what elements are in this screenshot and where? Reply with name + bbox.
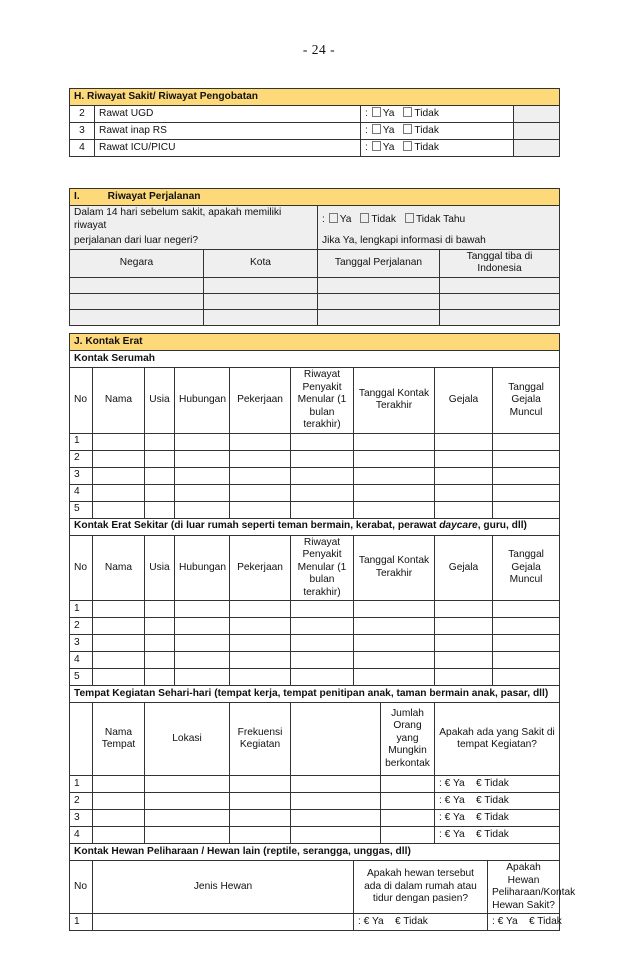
hewan-row[interactable] [70,914,560,931]
yes-no-options[interactable] [361,106,514,123]
row-number: 1 [70,433,93,450]
row-number: 1 [70,914,93,931]
option-prefix: : [365,125,368,137]
extra-cell[interactable] [514,140,560,157]
option-tidak-label: Tidak [414,142,439,154]
contact-row[interactable] [70,501,560,518]
col-serumah-4: Pekerjaan [230,368,291,434]
history-row [70,106,560,123]
checkbox-ya[interactable] [372,124,381,134]
tempat-row[interactable] [70,827,560,844]
section-j-table [69,333,576,931]
row-label: Rawat ICU/PICU [95,140,361,157]
travel-row[interactable] [70,277,560,293]
travel-options[interactable]: : Ya Tidak Tidak Tahu [318,206,560,234]
contact-row[interactable] [70,652,560,669]
col-hewan-sakit: Apakah Hewan Peliharaan/Kontak Hewan Sakit? [488,861,560,914]
contact-row[interactable] [70,618,560,635]
row-number: 5 [70,669,93,686]
checkbox-tidak-tahu[interactable] [405,213,414,223]
row-number: 4 [70,140,95,157]
row-number: 2 [70,450,93,467]
col-serumah-6: Tanggal Kontak Terakhir [354,368,435,434]
option-prefix: : [365,142,368,154]
travel-question-line2: perjalanan dari luar negeri? [70,233,318,249]
yes-no-options[interactable]: : € Ya € Tidak [488,914,560,931]
col-sekitar-1: Nama [93,535,145,601]
row-number: 2 [70,618,93,635]
col-serumah-8: Tanggal Gejala Muncul [493,368,560,434]
col-jenis-hewan: Jenis Hewan [93,861,354,914]
col-serumah-1: Nama [93,368,145,434]
travel-row[interactable] [70,293,560,309]
row-number: 3 [70,123,95,140]
row-number: 1 [70,601,93,618]
page-number: - 24 - [302,42,336,57]
col-kota: Kota [204,249,318,277]
tempat-row[interactable] [70,776,560,793]
col-no: No [70,861,93,914]
col-tanggal-perjalanan: Tanggal Perjalanan [318,249,440,277]
col-frekuensi: Frekuensi Kegiatan [230,703,291,776]
col-sekitar-6: Tanggal Kontak Terakhir [354,535,435,601]
col-serumah-3: Hubungan [175,368,230,434]
checkbox-ya[interactable] [372,141,381,151]
col-jumlah-orang: Jumlah Orang yang Mungkin berkontak [381,703,435,776]
row-number: 3 [70,467,93,484]
yes-no-options[interactable]: : € Ya € Tidak [435,810,560,827]
section-i-title: I. Riwayat Perjalanan [70,189,560,206]
yes-no-options[interactable] [361,123,514,140]
row-label: Rawat UGD [95,106,361,123]
col-sekitar-5: Riwayat Penyakit Menular (1 bulan terakhir) [291,535,354,601]
col-negara: Negara [70,249,204,277]
row-number: 4 [70,652,93,669]
row-number: 3 [70,810,93,827]
section-i-table [69,188,560,326]
checkbox-tidak[interactable] [403,141,412,151]
yes-no-options[interactable]: : € Ya € Tidak [435,827,560,844]
sekitar-subtitle: Kontak Erat Sekitar (di luar rumah seperti teman bermain, kerabat, perawat daycare, guru, dll) [70,518,560,535]
row-number: 3 [70,635,93,652]
contact-row[interactable] [70,433,560,450]
tempat-row[interactable] [70,810,560,827]
travel-note: Jika Ya, lengkapi informasi di bawah [318,233,560,249]
option-tidak-label: Tidak [414,108,439,120]
col-sekitar-0: No [70,535,93,601]
section-h-title: H. Riwayat Sakit/ Riwayat Pengobatan [70,89,560,106]
option-tidak-label: Tidak [414,125,439,137]
tempat-row[interactable] [70,793,560,810]
col-lokasi: Lokasi [145,703,230,776]
col-serumah-0: No [70,368,93,434]
extra-cell[interactable] [514,123,560,140]
contact-row[interactable] [70,484,560,501]
option-ya-label: Ya [382,108,395,120]
row-number: 1 [70,776,93,793]
option-ya-label: Ya [382,142,395,154]
history-row [70,123,560,140]
section-j-title: J. Kontak Erat [70,334,560,351]
contact-row[interactable] [70,601,560,618]
hewan-subtitle: Kontak Hewan Peliharaan / Hewan lain (reptile, serangga, unggas, dll) [70,844,560,861]
serumah-subtitle: Kontak Serumah [70,351,560,368]
contact-row[interactable] [70,635,560,652]
option-prefix: : [365,108,368,120]
col-nama-tempat: Nama Tempat [93,703,145,776]
contact-row[interactable] [70,669,560,686]
col-sekitar-3: Hubungan [175,535,230,601]
col-serumah-5: Riwayat Penyakit Menular (1 bulan terakhir) [291,368,354,434]
yes-no-options[interactable]: : € Ya € Tidak [354,914,488,931]
col-serumah-2: Usia [145,368,175,434]
row-number: 5 [70,501,93,518]
section-h-table [69,88,560,157]
yes-no-options[interactable]: : € Ya € Tidak [435,776,560,793]
option-ya-label: Ya [382,125,395,137]
contact-row[interactable] [70,467,560,484]
yes-no-options[interactable] [361,140,514,157]
col-sekitar-2: Usia [145,535,175,601]
row-number: 2 [70,793,93,810]
col-tanggal-tiba: Tanggal tiba di Indonesia [440,249,560,277]
extra-cell[interactable] [514,106,560,123]
col-hewan-dalam-rumah: Apakah hewan tersebut ada di dalam rumah atau tidur dengan pasien? [354,861,488,914]
row-label: Rawat inap RS [95,123,361,140]
col-apakah-sakit: Apakah ada yang Sakit di tempat Kegiatan? [435,703,560,776]
checkbox-tidak[interactable] [403,107,412,117]
tempat-subtitle: Tempat Kegiatan Sehari-hari (tempat kerja, tempat penitipan anak, taman bermain anak, pasar, dll) [70,686,560,703]
checkbox-tidak[interactable] [360,213,369,223]
row-number: 2 [70,106,95,123]
contact-row[interactable] [70,450,560,467]
col-serumah-7: Gejala [435,368,493,434]
yes-no-options[interactable]: : € Ya € Tidak [435,793,560,810]
col-sekitar-4: Pekerjaan [230,535,291,601]
travel-row[interactable] [70,309,560,325]
row-number: 4 [70,827,93,844]
col-sekitar-7: Gejala [435,535,493,601]
history-row [70,140,560,157]
checkbox-tidak[interactable] [403,124,412,134]
row-number: 4 [70,484,93,501]
checkbox-ya[interactable] [372,107,381,117]
checkbox-ya[interactable] [329,213,338,223]
travel-question-line1: Dalam 14 hari sebelum sakit, apakah memiliki riwayat [70,206,318,234]
col-sekitar-8: Tanggal Gejala Muncul [493,535,560,601]
